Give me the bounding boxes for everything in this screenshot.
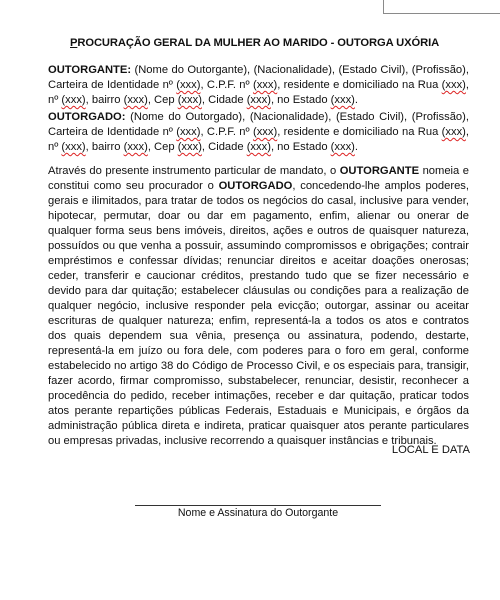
placeholder-cidade: (xxx) bbox=[246, 94, 271, 106]
body-text-2: nomeia e constitui como seu procurador o bbox=[48, 165, 469, 192]
corner-border bbox=[383, 0, 500, 14]
document-title bbox=[70, 37, 460, 49]
outorgante-text-8: , no Estado bbox=[270, 94, 331, 106]
placeholder-cep: (xxx) bbox=[177, 141, 202, 153]
placeholder-rg: (xxx) bbox=[176, 79, 201, 91]
outorgado-text-7: , Cidade bbox=[201, 141, 247, 153]
outorgante-text-3: , residente e domiciliado na Rua bbox=[277, 79, 442, 91]
body-text-1: Através do presente instrumento particular de mandato, o bbox=[48, 165, 340, 177]
mandate-body-paragraph bbox=[48, 164, 469, 449]
placeholder-bairro: (xxx) bbox=[123, 94, 148, 106]
outorgante-text-5: , bairro bbox=[85, 94, 124, 106]
placeholder-cpf: (xxx) bbox=[252, 126, 278, 138]
outorgado-text-1: (Nome do Outorgado), (Nacionalidade), (Estado Civil), (Profissão), Carteira de Identidade nº bbox=[48, 111, 469, 138]
title-rest: ROCURAÇÃO GERAL DA MULHER AO MARIDO - OUTORGA UXÓRIA bbox=[77, 37, 440, 49]
placeholder-cpf: (xxx) bbox=[252, 79, 278, 91]
placeholder-estado: (xxx) bbox=[330, 141, 355, 153]
outorgante-text-4: , nº bbox=[48, 79, 469, 106]
outorgante-text-7: , Cidade bbox=[201, 94, 247, 106]
placeholder-rua: (xxx) bbox=[441, 79, 466, 91]
signature-label: Nome e Assinatura do Outorgante bbox=[177, 507, 339, 519]
title-first-letter: P bbox=[70, 37, 78, 49]
placeholder-cidade: (xxx) bbox=[246, 141, 271, 153]
outorgante-text-6: , Cep bbox=[147, 94, 178, 106]
outorgante-text-2: , C.P.F. nº bbox=[200, 79, 253, 91]
placeholder-numero: (xxx) bbox=[61, 141, 86, 153]
placeholder-rg: (xxx) bbox=[176, 126, 201, 138]
outorgado-text-4: , nº bbox=[48, 126, 469, 153]
body-outorgado-bold: OUTORGADO bbox=[218, 180, 293, 192]
local-e-data: LOCAL E DATA bbox=[391, 444, 470, 456]
body-outorgante-bold: OUTORGANTE bbox=[339, 165, 420, 177]
placeholder-estado: (xxx) bbox=[330, 94, 355, 106]
outorgante-text-9: . bbox=[354, 94, 358, 106]
signature-line bbox=[135, 505, 381, 506]
outorgado-label: OUTORGADO: bbox=[48, 111, 126, 123]
body-text-3: , concedendo-lhe amplos poderes, gerais e ilimitados, para tratar de todos os negócios do casal, inclusive para vender, hipotecar, permutar, doar ou dar em pagamento, enfim, alienar ou onerar de qualquer forma seus bens imóveis, direitos, ações e outros de quaisquer natureza, possuídos ou que venha a possuir, assumindo compromissos e obrigações; contrair empréstimos e confessar dívidas; renunciar direitos e aceitar doações onerosas; ceder, transferir e caucionar créditos, prestando tudo que se fizer necessário e devido para dar quitação; estabelecer cláusulas ou condições para a realização de qualquer negócio, inclusive responder pela evicção; outorgar, assinar ou aceitar escrituras de qualquer natureza; enfim, representá-la a todos os atos e contratos dos quais dependem sua vênia, presença ou assinatura, podendo, destarte, representá-la em juízo ou fora dele, com poderes para o foro em geral, conforme estabelecido no artigo 38 do Código de Processo Civil, e os especiais para, transigir, fazer acordo, firmar compromisso, substabelecer, renunciar, desistir, reconhecer a procedência do pedido, receber intimações, receber e dar quitação, praticar todos atos perante repartições públicas Federais, Estaduais e Municipais, e órgãos da administração pública direta e indireta, praticar quaisquer atos perante particulares ou empresas privadas, inclusive recorrendo a quaisquer instâncias e tribunais. bbox=[48, 180, 469, 447]
outorgante-text-1: (Nome do Outorgante), (Nacionalidade), (Estado Civil), (Profissão), Carteira de Identidade nº bbox=[48, 64, 469, 91]
outorgado-text-6: , Cep bbox=[147, 141, 178, 153]
outorgado-text-3: , residente e domiciliado na Rua bbox=[277, 126, 442, 138]
placeholder-bairro: (xxx) bbox=[123, 141, 148, 153]
outorgado-text-5: , bairro bbox=[85, 141, 124, 153]
outorgante-label: OUTORGANTE: bbox=[48, 64, 132, 76]
outorgado-text-9: . bbox=[354, 141, 358, 153]
outorgante-paragraph bbox=[48, 63, 469, 108]
placeholder-numero: (xxx) bbox=[61, 94, 86, 106]
outorgado-text-2: , C.P.F. nº bbox=[200, 126, 253, 138]
placeholder-cep: (xxx) bbox=[177, 94, 202, 106]
placeholder-rua: (xxx) bbox=[441, 126, 466, 138]
outorgado-paragraph bbox=[48, 110, 469, 155]
outorgado-text-8: , no Estado bbox=[270, 141, 331, 153]
